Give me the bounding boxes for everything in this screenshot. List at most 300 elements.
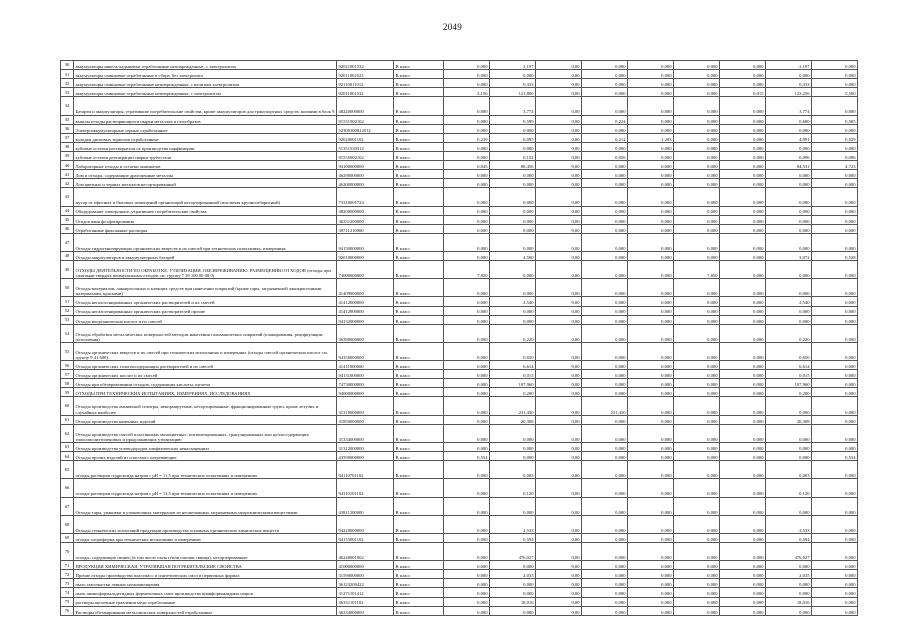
value-cell-4: 0,000: [582, 442, 628, 451]
hazard-class-cell: В класс: [394, 70, 444, 79]
table-row: [61, 215, 858, 224]
row-number-cell: 42: [61, 179, 74, 188]
value-cell-3: 0,00: [536, 315, 582, 324]
value-cell-5: 0,000: [628, 261, 674, 279]
value-cell-1: 0,000: [444, 142, 490, 151]
row-number-cell: 31: [61, 70, 74, 79]
value-cell-7: 0,000: [720, 279, 766, 297]
value-cell-4: 0,000: [582, 361, 628, 370]
value-cell-7: 0,000: [720, 597, 766, 606]
value-cell-8: 0,000: [766, 452, 812, 461]
table-row: [61, 61, 858, 70]
fkko-code-cell: 92011001532: [337, 88, 394, 97]
fkko-code-cell: 94220000000: [337, 515, 394, 533]
value-cell-2: 0,000: [490, 142, 536, 151]
fkko-code-cell: 36123200422: [337, 579, 394, 588]
value-cell-1: 0,000: [444, 233, 490, 251]
value-cell-7: 0,000: [720, 588, 766, 597]
waste-name-cell: Отходы производства аммиачной селитры, ненормируемые, несортированные, фракционированные групп, кроме летучих и случайных наиболее: [74, 397, 337, 415]
row-number-cell: 66: [61, 479, 74, 497]
value-cell-8: 107,960: [766, 379, 812, 388]
value-cell-9: 0,000: [812, 97, 858, 115]
value-cell-2: 88,456: [490, 161, 536, 170]
value-cell-8: 0,000: [766, 397, 812, 415]
value-cell-4: 0,000: [582, 515, 628, 533]
value-cell-8: 84,531: [766, 161, 812, 170]
waste-name-cell: Отходы органических галогенсодержащих растворителей и их смесей: [74, 361, 337, 370]
value-cell-2: 0,000: [490, 261, 536, 279]
table-row: [61, 579, 858, 588]
hazard-class-cell: В класс: [394, 215, 444, 224]
value-cell-9: 0,000: [812, 170, 858, 179]
hazard-class-cell: В класс: [394, 570, 444, 579]
fkko-code-cell: 46290000000: [337, 170, 394, 179]
table-row: [61, 233, 858, 251]
value-cell-1: 0,000: [444, 170, 490, 179]
value-cell-6: 0,000: [674, 142, 720, 151]
fkko-code-cell: 41409000000: [337, 279, 394, 297]
value-cell-2: 2,035: [490, 570, 536, 579]
value-cell-5: 0,000: [628, 597, 674, 606]
value-cell-2: 121,800: [490, 88, 536, 97]
value-cell-3: 0,00: [536, 388, 582, 397]
value-cell-4: 0,000: [582, 461, 628, 479]
table-row: [61, 533, 858, 542]
hazard-class-cell: В класс: [394, 397, 444, 415]
value-cell-8: 0,000: [766, 233, 812, 251]
fkko-code-cell: 92021001532: [337, 61, 394, 70]
value-cell-4: 0,000: [582, 161, 628, 170]
value-cell-9: 0,000: [812, 370, 858, 379]
value-cell-3: 0,00: [536, 588, 582, 597]
value-cell-4: 0,000: [582, 597, 628, 606]
hazard-class-cell: В класс: [394, 515, 444, 533]
value-cell-8: 0,096: [766, 151, 812, 160]
value-cell-8: 0,650: [766, 342, 812, 360]
row-number-cell: 32: [61, 79, 74, 88]
value-cell-7: 0,000: [720, 533, 766, 542]
value-cell-6: 0,000: [674, 397, 720, 415]
value-cell-4: 0,000: [582, 297, 628, 306]
value-cell-5: 0,000: [628, 424, 674, 442]
value-cell-7: 0,000: [720, 297, 766, 306]
value-cell-7: 0,000: [720, 251, 766, 260]
table-row: [61, 370, 858, 379]
value-cell-9: 0,000: [812, 188, 858, 206]
value-cell-4: 0,000: [582, 424, 628, 442]
value-cell-8: 0,000: [766, 206, 812, 215]
waste-name-cell: Отходы негалогенированных органических растворителей и их смесей: [74, 297, 337, 306]
waste-name-cell: Оборудование электронное, утратившее потребительские свойства: [74, 206, 337, 215]
value-cell-3: 0,00: [536, 515, 582, 533]
value-cell-1: 0,000: [444, 206, 490, 215]
value-cell-6: 0,000: [674, 70, 720, 79]
value-cell-3: 0,00: [536, 188, 582, 206]
waste-name-cell: Батареи и аккумуляторы, утратившие потребительские свойства, кроме аккумуляторов для транспортных средств, копиями в блок 9: [74, 97, 337, 115]
value-cell-1: 0,000: [444, 542, 490, 560]
value-cell-9: 0,000: [812, 397, 858, 415]
value-cell-3: 0,00: [536, 561, 582, 570]
waste-name-cell: Отходы тары, упаковки и упаковочных материалов из несмешанных загрязненных неорганическими веществами: [74, 497, 337, 515]
value-cell-8: 6,614: [766, 361, 812, 370]
value-cell-9: 0,000: [812, 442, 858, 451]
value-cell-4: 0,000: [582, 279, 628, 297]
value-cell-7: 0,000: [720, 206, 766, 215]
waste-name-cell: Отходы аккумуляторов и аккумуляторных батарей: [74, 251, 337, 260]
value-cell-3: 0,00: [536, 115, 582, 124]
value-cell-6: 0,000: [674, 251, 720, 260]
value-cell-9: 0,000: [812, 297, 858, 306]
row-number-cell: 54: [61, 324, 74, 342]
value-cell-8: 0,003: [766, 461, 812, 479]
table-row: [61, 324, 858, 342]
hazard-class-cell: В класс: [394, 324, 444, 342]
row-number-cell: 62: [61, 424, 74, 442]
value-cell-9: 0,000: [812, 388, 858, 397]
fkko-code-cell: 41412900000: [337, 306, 394, 315]
value-cell-5: 0,000: [628, 606, 674, 615]
value-cell-1: 0,000: [444, 461, 490, 479]
value-cell-1: 0,000: [444, 588, 490, 597]
value-cell-3: 0,00: [536, 133, 582, 142]
row-number-cell: 57: [61, 370, 74, 379]
hazard-class-cell: В класс: [394, 188, 444, 206]
value-cell-7: 0,000: [720, 97, 766, 115]
hazard-class-cell: В класс: [394, 79, 444, 88]
value-cell-8: 0,000: [766, 424, 812, 442]
value-cell-3: 0,00: [536, 279, 582, 297]
value-cell-6: 0,000: [674, 115, 720, 124]
value-cell-3: 0,00: [536, 124, 582, 133]
value-cell-7: 0,000: [720, 79, 766, 88]
value-cell-1: 0,000: [444, 579, 490, 588]
fkko-code-cell: 92010000000: [337, 251, 394, 260]
value-cell-5: 0,000: [628, 315, 674, 324]
waste-name-cell: Лабораторные отходы и остатки химикатов: [74, 161, 337, 170]
hazard-class-cell: В класс: [394, 579, 444, 588]
table-row: [61, 315, 858, 324]
table-row: [61, 206, 858, 215]
waste-name-cell: Отходы технических испытаний продукции производства основных органических химических веществ: [74, 515, 337, 533]
value-cell-8: 0,220: [766, 324, 812, 342]
value-cell-9: 0,000: [812, 306, 858, 315]
value-cell-2: 3,774: [490, 97, 536, 115]
value-cell-7: 0,000: [720, 233, 766, 251]
value-cell-8: 0,200: [766, 388, 812, 397]
value-cell-7: 0,000: [720, 188, 766, 206]
value-cell-8: 20,308: [766, 415, 812, 424]
row-number-cell: 76: [61, 606, 74, 615]
waste-name-cell: Отходы органических веществ и их смесей при технических испытаниях и измерениях (отходы смесей органических кислот см. группу 9 41 600): [74, 342, 337, 360]
value-cell-9: 0,000: [812, 79, 858, 88]
value-cell-2: 0,594: [490, 533, 536, 542]
value-cell-7: 0,000: [720, 461, 766, 479]
value-cell-2: 0,003: [490, 461, 536, 479]
value-cell-6: 0,000: [674, 61, 720, 70]
fkko-code-cell: 92020001102: [337, 133, 394, 142]
value-cell-1: 0,000: [444, 388, 490, 397]
waste-register-sheet: [60, 60, 857, 615]
value-cell-8: 0,600: [766, 115, 812, 124]
table-row: [61, 542, 858, 560]
table-row: [61, 306, 858, 315]
value-cell-7: 0,015: [720, 88, 766, 97]
table-row: [61, 251, 858, 260]
value-cell-7: 0,000: [720, 397, 766, 415]
value-cell-9: 0,000: [812, 324, 858, 342]
value-cell-8: 0,015: [766, 370, 812, 379]
value-cell-3: 0,00: [536, 170, 582, 179]
value-cell-8: 3,774: [766, 97, 812, 115]
value-cell-7: 0,000: [720, 115, 766, 124]
row-number-cell: 50: [61, 279, 74, 297]
value-cell-3: 0,00: [536, 397, 582, 415]
value-cell-6: 0,000: [674, 479, 720, 497]
waste-name-cell: ПРОДУКЦИЯ ХИМИЧЕСКАЯ, УТРАТИВШАЯ ПОТРЕБИТЕЛЬСКИЕ СВОЙСТВА: [74, 561, 337, 570]
value-cell-2: 231,430: [490, 397, 536, 415]
value-cell-7: 0,000: [720, 315, 766, 324]
hazard-class-cell: В класс: [394, 206, 444, 215]
value-cell-3: 0,00: [536, 424, 582, 442]
value-cell-7: 0,000: [720, 224, 766, 233]
value-cell-5: 0,000: [628, 88, 674, 97]
waste-name-cell: аккумуляторы свинцовые отработанные в сборе, без электролита: [74, 70, 337, 79]
value-cell-6: 0,000: [674, 97, 720, 115]
value-cell-9: 0,000: [812, 315, 858, 324]
value-cell-5: 0,000: [628, 497, 674, 515]
value-cell-7: 0,000: [720, 161, 766, 170]
table-row: [61, 261, 858, 279]
waste-name-cell: аккумуляторы свинцовые отработанные неповрежденные, с электролитом: [74, 88, 337, 97]
value-cell-8: 2,533: [766, 515, 812, 533]
value-cell-5: 0,000: [628, 279, 674, 297]
fkko-code-cell: 31312000000: [337, 442, 394, 451]
waste-name-cell: отходы растворов гидроксида натрия с pH = 11,5 при технических испытаниях и измерениях: [74, 479, 337, 497]
waste-name-cell: Отходы негалогенированных органических растворителей прочие: [74, 306, 337, 315]
hazard-class-cell: В класс: [394, 497, 444, 515]
row-number-cell: 53: [61, 315, 74, 324]
value-cell-8: 0,000: [766, 561, 812, 570]
value-cell-4: 0,000: [582, 415, 628, 424]
fkko-code-cell: 74000000000: [337, 261, 394, 279]
value-cell-6: 0,000: [674, 215, 720, 224]
waste-register-table: [60, 60, 858, 616]
value-cell-9: 0,000: [812, 415, 858, 424]
table-row: [61, 424, 858, 442]
hazard-class-cell: В класс: [394, 588, 444, 597]
value-cell-1: 0,000: [444, 79, 490, 88]
value-cell-1: 0,000: [444, 297, 490, 306]
value-cell-3: 0,00: [536, 342, 582, 360]
value-cell-2: 0,000: [490, 442, 536, 451]
value-cell-8: 476,027: [766, 542, 812, 560]
waste-name-cell: отходы, содержащие свинец (в том числе пыль и/или опилки свинца), несортированные: [74, 542, 337, 560]
value-cell-5: 0,000: [628, 70, 674, 79]
value-cell-1: 0,000: [444, 151, 490, 160]
value-cell-7: 0,000: [720, 142, 766, 151]
hazard-class-cell: В класс: [394, 606, 444, 615]
value-cell-3: 0,00: [536, 479, 582, 497]
row-number-cell: 52: [61, 306, 74, 315]
value-cell-6: 0,000: [674, 170, 720, 179]
value-cell-9: 0,000: [812, 579, 858, 588]
value-cell-1: 0,000: [444, 424, 490, 442]
waste-name-cell: отходы хлороформа при технических испытаниях и измерениях: [74, 533, 337, 542]
value-cell-8: 0,000: [766, 224, 812, 233]
value-cell-1: 0,000: [444, 97, 490, 115]
value-cell-3: 0,00: [536, 79, 582, 88]
value-cell-9: 0,529: [812, 133, 858, 142]
value-cell-4: 0,000: [582, 188, 628, 206]
fkko-code-cell: 91535002102: [337, 151, 394, 160]
value-cell-5: 0,000: [628, 79, 674, 88]
table-row: [61, 142, 858, 151]
value-cell-6: 0,000: [674, 88, 720, 97]
fkko-code-cell: 46200000000: [337, 179, 394, 188]
row-number-cell: 69: [61, 533, 74, 542]
fkko-code-cell: 94150000000: [337, 233, 394, 251]
value-cell-2: 0,000: [490, 124, 536, 133]
table-row: [61, 497, 858, 515]
value-cell-6: 0,000: [674, 315, 720, 324]
value-cell-9: 0,000: [812, 461, 858, 479]
value-cell-3: 0,00: [536, 461, 582, 479]
value-cell-1: 0,000: [444, 179, 490, 188]
row-number-cell: 51: [61, 297, 74, 306]
table-row: [61, 170, 858, 179]
value-cell-8: 18,016: [766, 597, 812, 606]
fkko-code-cell: 74730000000: [337, 379, 394, 388]
value-cell-8: 0,000: [766, 261, 812, 279]
waste-name-cell: Отходы неорганических кислот и их смесей: [74, 315, 337, 324]
value-cell-3: 0,00: [536, 361, 582, 370]
value-cell-2: 0,650: [490, 342, 536, 360]
value-cell-4: 231,430: [582, 397, 628, 415]
value-cell-7: 0,000: [720, 215, 766, 224]
hazard-class-cell: В класс: [394, 415, 444, 424]
value-cell-3: 0,00: [536, 497, 582, 515]
fkko-code-cell: 41000000000: [337, 561, 394, 570]
value-cell-3: 0,00: [536, 224, 582, 233]
value-cell-6: 0,000: [674, 442, 720, 451]
value-cell-1: 0,000: [444, 515, 490, 533]
value-cell-3: 0,00: [536, 61, 582, 70]
value-cell-6: 0,000: [674, 388, 720, 397]
value-cell-5: 0,000: [628, 206, 674, 215]
value-cell-4: 0,000: [582, 379, 628, 388]
value-cell-4: 0,000: [582, 324, 628, 342]
value-cell-7: 0,000: [720, 542, 766, 560]
row-number-cell: 33: [61, 88, 74, 97]
waste-name-cell: Отходы прочих изделий из пластмасс нагревающие: [74, 452, 337, 461]
value-cell-8: 2,540: [766, 297, 812, 306]
value-cell-7: 0,000: [720, 424, 766, 442]
fkko-code-cell: 46240001002: [337, 542, 394, 560]
hazard-class-cell: В класс: [394, 151, 444, 160]
table-row: [61, 161, 858, 170]
table-row: [61, 70, 858, 79]
fkko-code-cell: 30711210000: [337, 224, 394, 233]
value-cell-5: 0,000: [628, 124, 674, 133]
row-number-cell: 47: [61, 233, 74, 251]
value-cell-9: 0,000: [812, 542, 858, 560]
value-cell-4: 0,000: [582, 97, 628, 115]
value-cell-5: 0,000: [628, 233, 674, 251]
value-cell-3: 0,00: [536, 370, 582, 379]
row-number-cell: 37: [61, 133, 74, 142]
waste-name-cell: Растворы обезжиривания металлических поверхностей отработанные: [74, 606, 337, 615]
value-cell-9: 0,000: [812, 561, 858, 570]
value-cell-4: 0,000: [582, 497, 628, 515]
value-cell-7: 0,000: [720, 124, 766, 133]
value-cell-4: 0,000: [582, 561, 628, 570]
value-cell-5: 0,000: [628, 452, 674, 461]
value-cell-5: 0,000: [628, 97, 674, 115]
value-cell-1: 0,000: [444, 324, 490, 342]
row-number-cell: 55: [61, 342, 74, 360]
value-cell-9: 0,000: [812, 179, 858, 188]
hazard-class-cell: В класс: [394, 179, 444, 188]
row-number-cell: 64: [61, 452, 74, 461]
value-cell-9: 0,000: [812, 533, 858, 542]
fkko-code-cell: 31310000000: [337, 397, 394, 415]
value-cell-9: 0,000: [812, 70, 858, 79]
value-cell-2: 0,120: [490, 479, 536, 497]
hazard-class-cell: В класс: [394, 442, 444, 451]
value-cell-5: 0,000: [628, 251, 674, 260]
value-cell-4: 0,224: [582, 115, 628, 124]
waste-name-cell: аккумуляторы свинцовые отработанные неповрежденные, с нелитым электролитом: [74, 79, 337, 88]
value-cell-4: 0,212: [582, 133, 628, 142]
value-cell-5: 0,000: [628, 161, 674, 170]
value-cell-8: 0,000: [766, 306, 812, 315]
value-cell-8: 0,000: [766, 588, 812, 597]
table-row: [61, 570, 858, 579]
hazard-class-cell: В класс: [394, 261, 444, 279]
value-cell-1: 0,000: [444, 497, 490, 515]
value-cell-3: 0,00: [536, 179, 582, 188]
value-cell-3: 0,00: [536, 379, 582, 388]
value-cell-2: 0,000: [490, 170, 536, 179]
value-cell-2: 0,000: [490, 279, 536, 297]
row-number-cell: 49: [61, 261, 74, 279]
value-cell-4: 0,000: [582, 224, 628, 233]
value-cell-6: 0,000: [674, 279, 720, 297]
waste-name-cell: мусор от офисных и бытовых помещений организаций несортированный (исключая крупногабаритный): [74, 188, 337, 206]
value-cell-6: 0,000: [674, 188, 720, 206]
table-row: [61, 88, 858, 97]
value-cell-4: 0,000: [582, 61, 628, 70]
waste-name-cell: Отходы производства каменных изделий: [74, 415, 337, 424]
value-cell-9: 0,000: [812, 606, 858, 615]
value-cell-5: 0,000: [628, 215, 674, 224]
value-cell-6: 0,000: [674, 206, 720, 215]
value-cell-6: 0,000: [674, 370, 720, 379]
value-cell-8: 0,000: [766, 442, 812, 451]
table-row: [61, 479, 858, 497]
waste-name-cell: Прочие отходы производства пластмасс и синтетических смол в первичных формах: [74, 570, 337, 579]
table-row: [61, 415, 858, 424]
hazard-class-cell: В класс: [394, 452, 444, 461]
fkko-code-cell: 73310001724: [337, 188, 394, 206]
value-cell-9: 0,000: [812, 233, 858, 251]
waste-name-cell: колодки дисковых тормозов отработанные: [74, 133, 337, 142]
value-cell-5: 0,000: [628, 588, 674, 597]
table-row: [61, 151, 858, 160]
fkko-code-cell: 48220000000: [337, 97, 394, 115]
value-cell-4: 0,000: [582, 88, 628, 97]
hazard-class-cell: В класс: [394, 161, 444, 170]
